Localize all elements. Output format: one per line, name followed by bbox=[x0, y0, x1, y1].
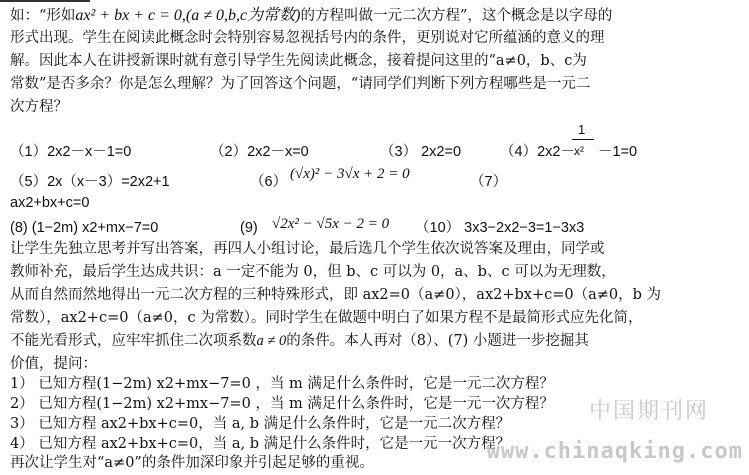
question-3: 3） 已知方程 ax2+bx+c=0，当 a, b 满足什么条件时，它是一元二次方程？ bbox=[10, 416, 511, 432]
intro-prefix: 如：“形如 bbox=[10, 8, 76, 24]
equation-4-denominator: x² bbox=[574, 144, 584, 158]
equation-3: （3） 2x2=0 bbox=[380, 144, 462, 160]
question-4: 4） 已知方程 ax2+bx+c=0，当 a, b 满足什么条件时，它是一元一次方程？ bbox=[10, 436, 511, 452]
discussion-line-5-math: a ≠ 0 bbox=[256, 333, 287, 349]
discussion-line-3: 从而自然而然地得出一元二次方程的三种特殊形式，即 ax2=0（a≠0），ax2+bx+c=0（a≠0，b 为 bbox=[10, 287, 662, 303]
watermark-url: www.chinaqking.com bbox=[486, 439, 743, 464]
equation-4-numerator: 1 bbox=[578, 122, 586, 137]
discussion-line-6: 价值，提问： bbox=[10, 356, 97, 372]
equation-6-formula: (√x)² − 3√x + 2 = 0 bbox=[290, 166, 410, 182]
question-1: 1） 已知方程(1−2m) x2+mx−7=0 ，当 m 满足什么条件时，它是一元二次方程？ bbox=[10, 376, 554, 392]
discussion-line-4: 常数），ax2+c=0（a≠0，c 为常数）。同时学生在做题中明白了如果方程不是最简形式应先化简， bbox=[10, 310, 643, 326]
equation-10: （10） 3x3−2x2−3=1−3x3 bbox=[415, 220, 585, 236]
top-rule bbox=[0, 0, 90, 2]
intro-formula: ax² + bx + c = 0,(a ≠ 0,b,c为常数) bbox=[75, 7, 301, 24]
intro-line-1 bbox=[10, 4, 612, 28]
intro-line-4: 常数”是否多余？你是怎么理解？为了回答这个问题，“请同学们判断下列方程哪些是一元二 bbox=[10, 76, 591, 92]
equation-6-label: （6） bbox=[250, 174, 288, 190]
equation-9-formula: √2x² − √5x − 2 = 0 bbox=[272, 216, 390, 232]
equation-7-label: （7） bbox=[470, 174, 508, 190]
question-2: 2） 已知方程(1−2m) x2+mx−7=0 ，当 m 满足什么条件时，它是一元一次方程？ bbox=[10, 396, 554, 412]
intro-line-3: 解。因此本人在讲授新课时就有意引导学生先阅读此概念，接着提问这里的“a≠0，b、c为 bbox=[10, 53, 587, 69]
equation-9-label: (9) bbox=[240, 220, 258, 236]
discussion-line-5-pre: 不能光看形式，应牢牢抓住二次项系数 bbox=[10, 333, 257, 349]
equation-8: (8) (1−2m) x2+mx−7=0 bbox=[10, 220, 159, 236]
discussion-line-5 bbox=[10, 330, 589, 353]
equation-7-body: ax2+bx+c=0 bbox=[10, 195, 90, 211]
equation-2: （2）2x2－x=0 bbox=[210, 144, 309, 160]
discussion-line-1: 让学生先独立思考并写出答案，再四人小组讨论，最后选几个学生依次说答案及理由，同学或 bbox=[10, 241, 605, 257]
closing-line: 再次让学生对“a≠0”的条件加深印象并引起足够的重视。 bbox=[10, 455, 374, 471]
intro-rest: 的方程叫做一元二次方程”，这个概念是以字母的 bbox=[300, 8, 613, 24]
equation-4-suffix: －1=0 bbox=[598, 144, 638, 160]
discussion-line-2: 教师补充，最后学生达成共识：a 一定不能为 0，但 b、c 可以为 0，a、b、c 可以为无理数， bbox=[10, 264, 616, 280]
watermark-cn: 中国期刊网 bbox=[588, 399, 709, 424]
equation-1: （1）2x2－x－1=0 bbox=[10, 144, 132, 160]
intro-line-2: 形式出现。学生在阅读此概念时会特别容易忽视括号内的条件，更别说对它所蕴涵的意义的理 bbox=[10, 30, 605, 46]
intro-line-5: 次方程？ bbox=[10, 99, 68, 115]
equation-5: （5）2x（x－3）=2x2+1 bbox=[10, 174, 170, 190]
discussion-line-5-post: 的条件。本人再对（8）、(7) 小题进一步挖掘其 bbox=[286, 333, 589, 349]
equation-4-prefix: （4）2x2－ bbox=[500, 144, 575, 160]
